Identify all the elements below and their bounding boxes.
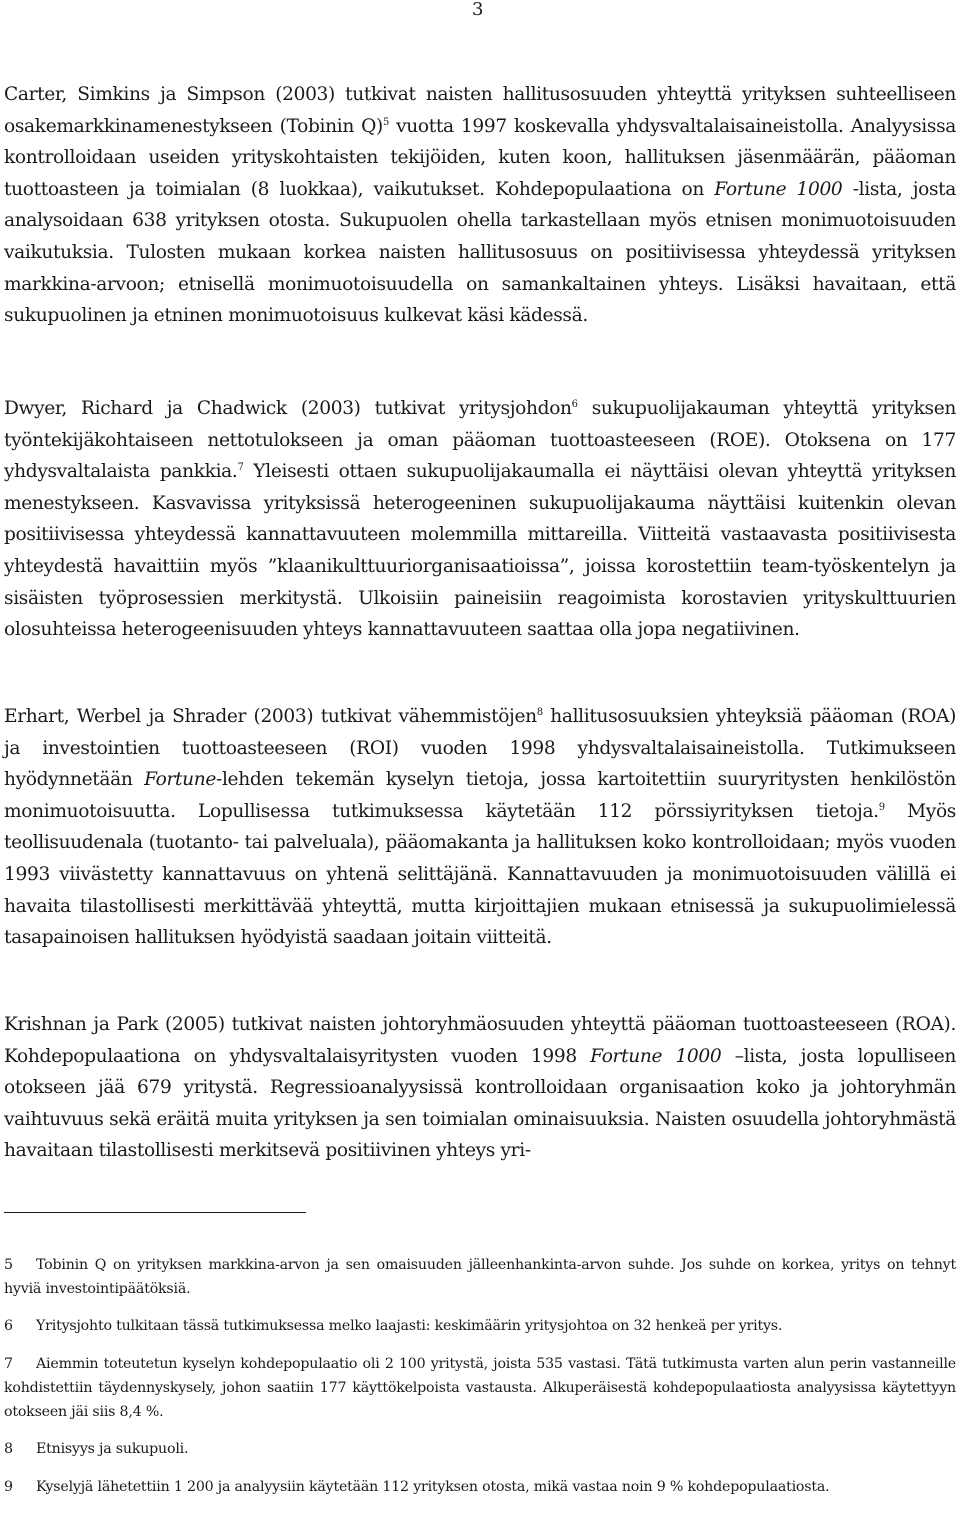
footnote-ref-8[interactable]: 8 (536, 706, 543, 718)
footnote-text: Kyselyjä lähetettiin 1 200 ja analyysiin käytetään 112 yrityksen otosta, mikä vastaa noin 9 % kohdepopulaatiosta. (36, 1479, 830, 1495)
paragraph-krishnan (4, 1009, 956, 1167)
footnote-text: Etnisyys ja sukupuoli. (36, 1441, 189, 1457)
footnote-ref-6[interactable]: 6 (571, 398, 578, 410)
italic-title: Fortune 1000 (714, 178, 843, 200)
paragraph-text: –lista, josta lopulliseen otokseen jää 679 yritystä. Regressioanalyysissä kontrolloidaan organisaation koko ja johtoryhmän vaihtuvuus sekä eräitä muita yrityksen ja sen toimialan ominaisuuksia. Naisten osuudella johtoryhmästä havaitaan tilastollisesti merkitsevä positiivinen yhteys yri- (4, 1045, 956, 1162)
footnote-number: 6 (4, 1318, 13, 1334)
paragraph-text: vuotta 1997 koskevalla yhdysvaltalaisaineistolla. Analyysissa kontrolloidaan useiden yrityskohtaisten tekijöiden, kuten koon, hallituksen jäsenmäärän, pääoman tuottoasteen ja toimialan (8 luokkaa), vaikutukset. Kohdepopulaationa on (4, 115, 956, 200)
paragraph-text: -lehden tekemän kyselyn tietoja, jossa kartoitettiin suuryritysten henkilöstön monimuotoisuutta. Lopullisessa tutkimuksessa käytetään 112 pörssiyrityksen tietoja. (4, 769, 956, 822)
footnote-separator (4, 1212, 306, 1213)
paragraph-text: Yleisesti ottaen sukupuolijakaumalla ei näyttäisi olevan yhteyttä yrityksen menestykseen. Kasvavissa yrityksissä heterogeeninen sukupuolijakauma näyttäisi kuitenkin olevan positiivisessa yhteydessä kannattavuuteen molemmilla mittareilla. Viitteitä vastaavasta positiivisesta yhteydestä havaittiin myös ”klaanikulttuuriorganisaatioissa”, joissa korostettiin team-työskentelyn ja sisäisten työprosessien merkitystä. Ulkoisiin paineisiin reagoimista korostavien yrityskulttuurien olosuhteissa heterogeenisuuden yhteys kannattavuuteen saattaa olla jopa negatiivinen. (4, 461, 957, 641)
page-number: 3 (472, 0, 484, 20)
footnote-9 (4, 1475, 956, 1499)
footnote-ref-5[interactable]: 5 (382, 116, 389, 128)
paragraph-text: sukupuolijakauman yhteyttä yrityksen työntekijäkohtaiseen nettotulokseen ja oman pääoman tuottoasteeseen (ROE). Otoksena on 177 yhdysvaltalaista pankkia. (4, 398, 956, 483)
footnote-number: 7 (4, 1356, 13, 1372)
footnote-text: Aiemmin toteutetun kyselyn kohdepopulaatio oli 2 100 yritystä, joista 535 vastasi. Tätä tutkimusta varten alun perin vastanneille kohdistettiin täydennyskysely, johon saatiin 177 käyttökelpoista vastausta. Alkuperäisestä kohdepopulaatiosta analyysissa käytettyyn otokseen jäi siis 8,4 %. (4, 1356, 956, 1420)
paragraph-text: hallitusosuuksien yhteyksiä pääoman (ROA) ja investointien tuottoasteeseen (ROI) vuoden 1998 yhdysvaltalaisaineistolla. Tutkimukseen hyödynnetään (4, 706, 956, 791)
footnote-6 (4, 1314, 956, 1338)
paragraph-text: Myös teollisuudenala (tuotanto- tai palveluala), pääomakanta ja hallituksen koko kontrolloidaan; myös vuoden 1993 viivästetty kannattavuus on yhtenä selittäjänä. Kannattavuuden ja monimuotoisuuden välillä ei havaita tilastollisesti merkittävää yhteyttä, mutta kirjoittajien mukaan etnisessä ja sukupuolimielessä tasapainoisen hallituksen hyödyistä saadaan joitain viitteitä. (4, 800, 956, 949)
footnote-7 (4, 1352, 956, 1424)
paragraph-text: -lista, josta analysoidaan 638 yrityksen otosta. Sukupuolen ohella tarkastellaan myös etnisen monimuotoisuuden vaikutuksia. Tulosten mukaan korkea naisten hallitusosuus on positiivisessa yhteydessä yrityksen markkina-arvoon; etnisellä monimuotoisuudella on samankaltainen yhteys. Lisäksi havaitaan, että sukupuolinen ja etninen monimuotoisuus kulkevat käsi kädessä. (4, 178, 956, 327)
footnote-8 (4, 1437, 956, 1461)
footnote-number: 5 (4, 1257, 13, 1273)
footnote-ref-7[interactable]: 7 (237, 462, 244, 473)
italic-title: Fortune 1000 (590, 1045, 722, 1067)
footnote-number: 9 (4, 1479, 13, 1495)
paragraph-text: Krishnan ja Park (2005) tutkivat naisten johtoryhmäosuuden yhteyttä pääoman tuottoasteeseen (ROA). Kohdepopulaationa on yhdysvaltalaisyritysten vuoden 1998 (4, 1014, 956, 1067)
paragraph-erhart (4, 701, 956, 954)
paragraph-text: Carter, Simkins ja Simpson (2003) tutkivat naisten hallitusosuuden yhteyttä yrityksen suhteelliseen osakemarkkinamenestykseen (Tobinin Q) (4, 84, 956, 137)
paragraph-carter (4, 79, 956, 332)
paragraph-text: Erhart, Werbel ja Shrader (2003) tutkivat vähemmistöjen (4, 706, 537, 727)
paragraph-dwyer (4, 393, 956, 646)
footnote-number: 8 (4, 1441, 13, 1457)
footnote-text: Tobinin Q on yrityksen markkina-arvon ja sen omaisuuden jälleenhankinta-arvon suhde. Jos suhde on korkea, yritys on tehnyt hyviä investointipäätöksiä. (4, 1257, 956, 1297)
footnote-text: Yritysjohto tulkitaan tässä tutkimuksessa melko laajasti: keskimäärin yritysjohtoa on 32 henkeä per yritys. (36, 1318, 783, 1334)
italic-title: Fortune (144, 769, 217, 791)
footnote-5 (4, 1253, 956, 1301)
footnote-ref-9[interactable]: 9 (878, 801, 885, 813)
paragraph-text: Dwyer, Richard ja Chadwick (2003) tutkivat yritysjohdon (4, 398, 572, 419)
